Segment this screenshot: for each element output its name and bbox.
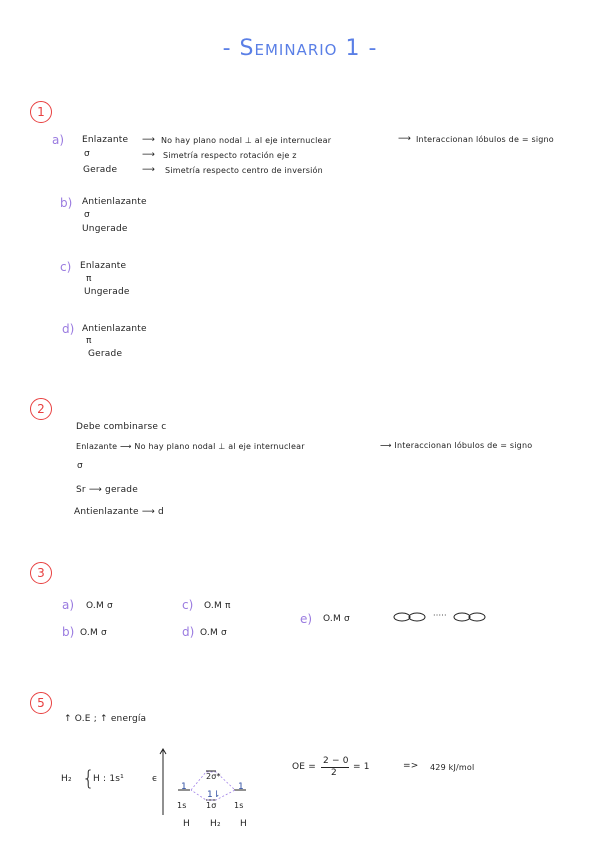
text: Debe combinarse c xyxy=(76,422,167,432)
text: ⟶ Interaccionan lóbulos de = signo xyxy=(380,441,533,450)
oe-label: OE = xyxy=(292,762,316,772)
text: Sr ⟶ gerade xyxy=(76,485,138,495)
brace-icon: { xyxy=(82,766,95,790)
text: O.M σ xyxy=(80,628,107,638)
section-number-2: 2 xyxy=(30,398,52,420)
axis-label: H xyxy=(240,819,247,829)
arrow: ⟶ xyxy=(142,165,156,175)
arrow: ⟶ xyxy=(398,134,412,144)
text: Gerade xyxy=(88,349,123,359)
orbital-label: 1σ xyxy=(206,801,217,810)
item-label-c: c) xyxy=(182,598,194,612)
section-number-1: 1 xyxy=(30,101,52,123)
oe-result: = 1 xyxy=(353,762,370,772)
text: O.M σ xyxy=(200,628,227,638)
text: H : 1s¹ xyxy=(93,774,124,784)
section-number-3: 3 xyxy=(30,562,52,584)
bond-energy: 429 kJ/mol xyxy=(430,763,475,772)
electron: 1⇂ xyxy=(207,790,221,800)
text: O.M π xyxy=(204,601,231,611)
text: ↑ O.E ; ↑ energía xyxy=(64,714,147,724)
item-label-d: d) xyxy=(182,625,195,639)
text: Gerade xyxy=(83,165,118,175)
arrow: ⟶ xyxy=(142,150,156,160)
electron: 1 xyxy=(181,782,187,792)
orbital-label: 1s xyxy=(177,801,187,810)
item-label-a: a) xyxy=(52,133,65,147)
text: H₂ xyxy=(61,774,72,784)
section-number-5: 5 xyxy=(30,692,52,714)
electron: 1 xyxy=(238,782,244,792)
arrow: ⟶ xyxy=(142,135,156,145)
text: π xyxy=(86,336,92,346)
text: Interaccionan lóbulos de = signo xyxy=(416,135,554,144)
epsilon-label: ϵ xyxy=(152,774,158,784)
item-label-d: d) xyxy=(62,322,75,336)
text: Ungerade xyxy=(84,287,130,297)
text: Antienlazante ⟶ d xyxy=(74,507,164,517)
text: σ xyxy=(84,149,90,159)
orbital-label: 2σ* xyxy=(206,772,221,781)
text: Antienlazante xyxy=(82,197,147,207)
text: σ xyxy=(84,210,90,220)
axis-label: H₂ xyxy=(210,819,221,829)
item-label-b: b) xyxy=(60,196,73,210)
text: Simetría respecto rotación eje z xyxy=(163,151,297,160)
text: O.M σ xyxy=(86,601,113,611)
text: Enlazante ⟶ No hay plano nodal ⊥ al eje internuclear xyxy=(76,442,305,451)
item-label-b: b) xyxy=(62,625,75,639)
item-label-a: a) xyxy=(62,598,75,612)
axis-label: H xyxy=(183,819,190,829)
text: σ xyxy=(77,461,83,471)
text: O.M σ xyxy=(323,614,350,624)
text: Ungerade xyxy=(82,224,128,234)
text: Enlazante xyxy=(82,135,129,145)
dots: ····· xyxy=(433,611,447,620)
orbital-label: 1s xyxy=(234,801,244,810)
text: Enlazante xyxy=(80,261,127,271)
text: No hay plano nodal ⊥ al eje internuclear xyxy=(161,136,332,145)
item-label-e: e) xyxy=(300,612,313,626)
text: π xyxy=(86,274,92,284)
oe-numerator: 2 − 0 xyxy=(323,756,349,766)
text: Antienlazante xyxy=(82,324,147,334)
oe-denominator: 2 xyxy=(331,768,337,778)
implies: => xyxy=(403,761,419,771)
text: Simetría respecto centro de inversión xyxy=(165,166,323,175)
item-label-c: c) xyxy=(60,260,72,274)
page-title: - Seminario 1 - xyxy=(222,36,378,61)
